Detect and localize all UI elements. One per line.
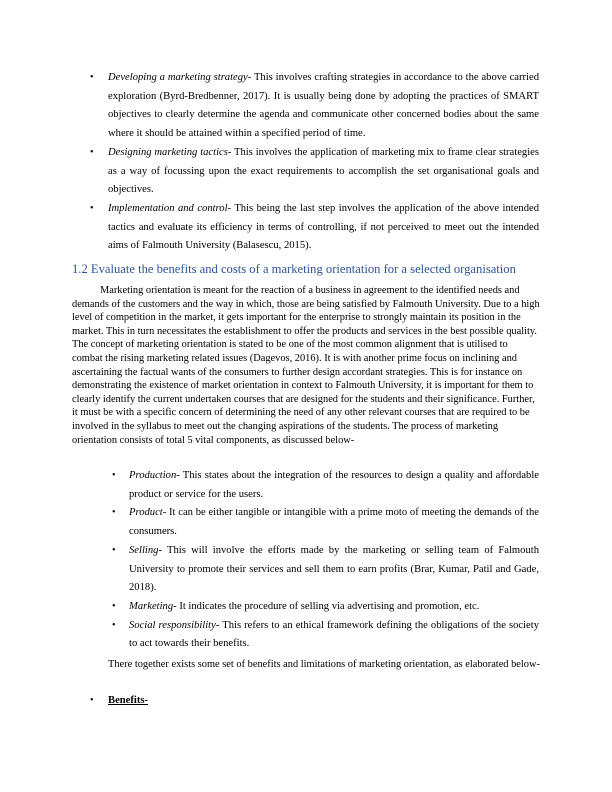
benefits-subheading bbox=[90, 694, 149, 708]
list-item-term: Marketing bbox=[129, 600, 174, 612]
bullet-icon: • bbox=[90, 146, 94, 158]
list-item-text: - It can be either tangible or intangible with a prime moto of meeting the demands of the consumers. bbox=[129, 507, 539, 538]
benefits-label: Benefits- bbox=[108, 695, 149, 706]
list-item-text: - This states about the integration of the resources to design a quality and affordable product or service for the users. bbox=[129, 470, 539, 500]
list-item-term: Product bbox=[129, 507, 163, 519]
list-item-term: Social responsibility bbox=[129, 619, 216, 631]
orientation-components-list bbox=[112, 467, 539, 654]
bullet-icon: • bbox=[90, 72, 94, 83]
list-item-term: Selling bbox=[129, 544, 159, 556]
marketing-steps-list bbox=[90, 69, 540, 256]
list-item-text: - This refers to an ethical framework defining the obligations of the society to act towards their benefits. bbox=[129, 619, 539, 650]
list-item bbox=[112, 598, 539, 617]
bullet-icon: • bbox=[90, 202, 94, 214]
list-item bbox=[90, 144, 539, 200]
bullet-icon: • bbox=[90, 695, 94, 706]
list-item bbox=[112, 504, 539, 541]
list-item bbox=[90, 200, 540, 256]
paragraph-text: There together exists some set of benefits and limitations of marketing orientation, as elaborated below- bbox=[108, 659, 540, 670]
bullet-icon: • bbox=[112, 470, 116, 481]
list-item-text: - This involves the application of marketing mix to frame clear strategies as a way of focussing upon the exact requirements to accomplish the set organisational goals and objectives. bbox=[108, 146, 539, 196]
list-item-term: Developing a marketing strategy bbox=[108, 72, 248, 83]
body-paragraph bbox=[72, 658, 540, 672]
body-paragraph bbox=[72, 284, 540, 447]
bullet-icon: • bbox=[112, 507, 116, 519]
list-item bbox=[90, 69, 539, 144]
list-item bbox=[112, 467, 539, 504]
list-item-text: - This involves crafting strategies in accordance to the above carried exploration (Byrd-Bredbenner, 2017). It is usually being done by adopting the practices of SMART objectives to clearly determine the agenda and communicate other concerned bodies about the same where it should be attained within a specified period of time. bbox=[108, 72, 539, 140]
list-item bbox=[112, 617, 539, 654]
list-item-text: - This being the last step involves the application of the above intended tactics and evaluate its efficiency in terms of controlling, if not perceived to meet out the intended aims of Falmouth University (Balasescu, 2015). bbox=[108, 202, 540, 252]
section-heading: 1.2 Evaluate the benefits and costs of a marketing orientation for a selected organisation bbox=[72, 262, 516, 276]
list-item-term: Designing marketing tactics bbox=[108, 146, 228, 158]
list-item bbox=[112, 542, 539, 598]
list-item-text: - It indicates the procedure of selling via advertising and promotion, etc. bbox=[173, 600, 480, 612]
paragraph-text: Marketing orientation is meant for the reaction of a business in agreement to the identified needs and demands of the customers and the way in which, those are being satisfied by Falmouth University. Due to a high level of competition in the market, it gets important for the enterprise to strongly maintain its position in the market. This in turn necessitates the establishment to offer the products and services in the best possible quality. The concept of marketing orientation is stated to be one of the most common alignment that is utilised to combat the rising marketing related issues (Dagevos, 2016). It is with another prime focus on inclining and ascertaining the factual wants of the consumers to further design accordant strategies. This is for instance on demonstrating the existence of market orientation in context to Falmouth University, it is important for them to clearly identify the current undertaken courses that are designed for the students and their significance. Further, it must be with a specific concern of determining the need of any other relevant courses that are required to be involved in the syllabus to meet out the changing aspirations of the students. The process of marketing orientation consists of total 5 vital components, as discussed below- bbox=[72, 285, 540, 446]
bullet-icon: • bbox=[112, 600, 116, 612]
bullet-icon: • bbox=[112, 619, 116, 631]
bullet-icon: • bbox=[112, 544, 116, 556]
list-item-term: Implementation and control bbox=[108, 202, 228, 214]
list-item-term: Production bbox=[129, 470, 177, 481]
list-item-text: - This will involve the efforts made by the marketing or selling team of Falmouth University to promote their services and sell them to earn profits (Brar, Kumar, Patil and Gade, 2018). bbox=[129, 544, 539, 594]
